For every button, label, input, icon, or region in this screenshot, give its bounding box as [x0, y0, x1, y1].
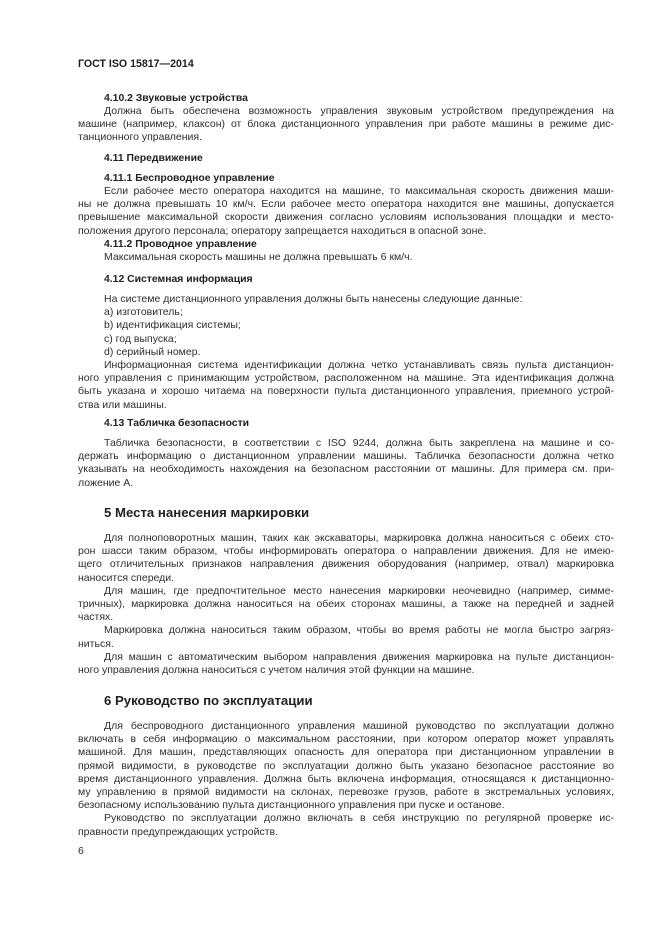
- text-line: ложение А.: [78, 476, 134, 489]
- section-heading-s4-13: 4.13 Табличка безопасности: [104, 418, 250, 429]
- section-heading-s4-11-1: 4.11.1 Беспроводное управление: [104, 173, 275, 184]
- text-line: частях.: [78, 611, 114, 624]
- text-line: Если рабочее место оператора находится на машине, то максимальная скорость движения маши-: [104, 185, 614, 197]
- section-heading-s6: 6 Руководство по эксплуатации: [104, 693, 313, 708]
- text-line: Должна быть обеспечена возможность управления звуковым устройством предупреждения на: [104, 105, 614, 117]
- text-line: щего отличительных признаков направления движения оборудования (например, отвал) маркировка: [78, 558, 614, 571]
- text-line: рон шасси таким образом, чтобы информировать оператора о направлении движения. Для не имею-: [78, 545, 614, 558]
- paragraph: [78, 812, 614, 838]
- text-line: Табличка безопасности, в соответствии с ISO 9244, должна быть закреплена на машине и со-: [104, 437, 614, 449]
- paragraph: [78, 185, 614, 238]
- paragraph: [78, 105, 614, 145]
- paragraph: [78, 306, 614, 319]
- text-line: включать в себя информацию о максимальном расстоянии, при котором оператор может управлять: [78, 733, 614, 746]
- document-header: ГОСТ ISO 15817—2014: [78, 58, 194, 70]
- paragraph: [78, 359, 614, 412]
- text-line: правности предупреждающих устройств.: [78, 825, 279, 838]
- paragraph: [78, 346, 614, 359]
- text-line: Максимальная скорость машины не должна превышать 6 км/ч.: [104, 251, 413, 263]
- paragraph: [78, 624, 614, 650]
- text-line: быть указана и хорошо читаема на поверхности пульта дистанционного управления, приемного устрой-: [78, 385, 614, 398]
- text-line: Для машин с автоматическим выбором направления движения маркировка на пульте дистанцион-: [104, 650, 614, 663]
- text-line: машине (например, клаксон) от блока дистанционного управления при работе машины в режиме дис-: [78, 118, 614, 131]
- text-line: ны не должна превышать 10 км/ч. Если рабочее место оператора находится вне машины, допускается: [78, 198, 614, 211]
- paragraph: [78, 251, 614, 264]
- paragraph: [78, 720, 614, 812]
- text-line: машиной. Для машин, представляющих опасность для оператора при дистанционном управлении в: [78, 746, 614, 759]
- text-line: танционного управления.: [78, 131, 203, 144]
- page-number: 6: [78, 845, 84, 857]
- paragraph: [78, 319, 614, 332]
- paragraph: [78, 437, 614, 490]
- text-line: На системе дистанционного управления должны быть нанесены следующие данные:: [104, 293, 523, 305]
- text-line: c) год выпуска;: [104, 332, 177, 345]
- section-heading-s5: 5 Места нанесения маркировки: [104, 505, 310, 520]
- paragraph: [78, 333, 614, 346]
- text-line: Для машин, где предпочтительное место нанесения маркировки неочевидно (например, симме-: [104, 584, 614, 597]
- text-line: d) серийный номер.: [104, 345, 201, 358]
- text-line: Руководство по эксплуатации должно включать в себя инструкцию по регулярной проверке ис-: [104, 812, 614, 825]
- text-line: ного управления должна наноситься с учетом наличия этой функции на машине.: [78, 663, 475, 676]
- text-line: ства или машины.: [78, 398, 167, 411]
- text-line: a) изготовитель;: [104, 306, 183, 319]
- text-line: держать информацию о дистанционном управлении машины. Табличка безопасности должна четко: [78, 450, 614, 463]
- text-line: b) идентификация системы;: [104, 319, 241, 332]
- text-line: ниться.: [78, 637, 114, 650]
- text-line: Для беспроводного дистанционного управления машиной руководство по эксплуатации должно: [104, 720, 614, 732]
- text-line: Для полноповоротных машин, таких как экскаваторы, маркировка должна наноситься с обеих сто-: [104, 532, 614, 544]
- paragraph: [78, 293, 614, 306]
- paragraph: [78, 585, 614, 625]
- text-line: Информационная система идентификации должна четко устанавливать связь пульта дистанцион-: [104, 359, 614, 371]
- text-line: положения другого персонала; оператору запрещается находиться в опасной зоне.: [78, 224, 487, 237]
- text-line: ного управления с принимающим устройством, расположенном на машине. Эта идентификация должна: [78, 372, 614, 385]
- text-line: му управлению в прямой видимости на склонах, перевозке грузов, работе в экстремальных условиях,: [78, 785, 614, 798]
- section-heading-s4-11: 4.11 Передвижение: [104, 153, 203, 164]
- paragraph: [78, 532, 614, 585]
- text-line: наносится спереди.: [78, 571, 175, 584]
- text-line: Маркировка должна наноситься таким образом, чтобы во время работы не могла быстро загряз-: [104, 624, 614, 637]
- text-line: прямой видимости, в руководстве по эксплуатации должно быть указано безопасное расстояние во: [78, 759, 614, 772]
- text-line: превышение максимальной скорости движения согласно условиям использования площадки и место-: [78, 211, 614, 224]
- text-line: безопасному использованию пульта дистанционного управления при пуске и останове.: [78, 799, 505, 812]
- text-line: тричных), маркировка должна наноситься на обеих сторонах машины, а также на передней и задней: [78, 597, 614, 610]
- text-line: время дистанционного управления. Должна быть включена информация, относящаяся к дистанционно-: [78, 772, 614, 785]
- section-heading-s4-11-2: 4.11.2 Проводное управление: [104, 239, 257, 250]
- paragraph: [78, 651, 614, 677]
- text-line: указывать на необходимость нахождения на безопасном расстоянии от машины. Для примера см. при-: [78, 463, 614, 476]
- section-heading-s4-12: 4.12 Системная информация: [104, 274, 253, 285]
- section-heading-s4-10-2: 4.10.2 Звуковые устройства: [104, 93, 248, 104]
